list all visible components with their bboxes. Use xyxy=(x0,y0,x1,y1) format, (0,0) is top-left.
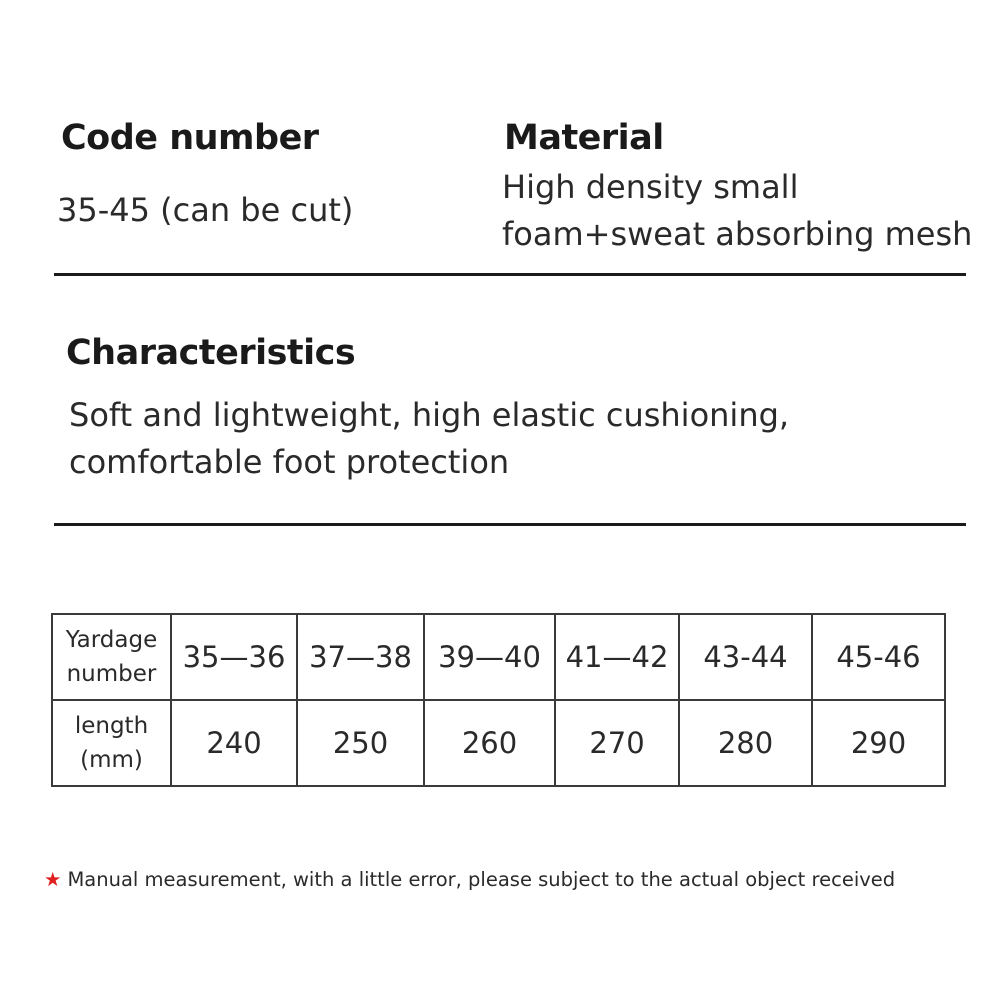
characteristics-heading: Characteristics xyxy=(66,333,356,373)
yardage-header-cell xyxy=(52,614,171,700)
star-icon: ★ xyxy=(44,868,62,891)
size-cell: 39—40 xyxy=(424,614,555,700)
code-number-value: 35-45 (can be cut) xyxy=(57,191,354,229)
length-cell: 240 xyxy=(171,700,297,786)
characteristics-line-1: Soft and lightweight, high elastic cushioning, xyxy=(69,396,790,434)
length-header-line-2: (mm) xyxy=(80,747,143,773)
measurement-note-text: Manual measurement, with a little error, please subject to the actual object received xyxy=(67,868,896,891)
yardage-header-line-1: Yardage xyxy=(65,627,158,653)
length-header-cell xyxy=(52,700,171,786)
characteristics-line-2: comfortable foot protection xyxy=(69,443,510,481)
yardage-header-line-2: number xyxy=(66,661,157,687)
size-cell: 37—38 xyxy=(297,614,424,700)
length-cell: 290 xyxy=(812,700,945,786)
measurement-note xyxy=(44,868,895,891)
material-line-2: foam+sweat absorbing mesh xyxy=(502,215,973,253)
length-header-line-1: length xyxy=(74,713,149,739)
size-cell: 41—42 xyxy=(555,614,679,700)
divider-bottom xyxy=(54,523,966,526)
length-cell: 260 xyxy=(424,700,555,786)
divider-top xyxy=(54,273,966,276)
length-cell: 280 xyxy=(679,700,812,786)
length-row xyxy=(52,700,945,786)
size-cell: 43-44 xyxy=(679,614,812,700)
size-cell: 35—36 xyxy=(171,614,297,700)
size-table xyxy=(51,613,946,787)
material-heading: Material xyxy=(504,118,664,158)
length-cell: 250 xyxy=(297,700,424,786)
code-number-heading: Code number xyxy=(61,118,319,158)
size-cell: 45-46 xyxy=(812,614,945,700)
material-line-1: High density small xyxy=(502,168,799,206)
yardage-row xyxy=(52,614,945,700)
length-cell: 270 xyxy=(555,700,679,786)
